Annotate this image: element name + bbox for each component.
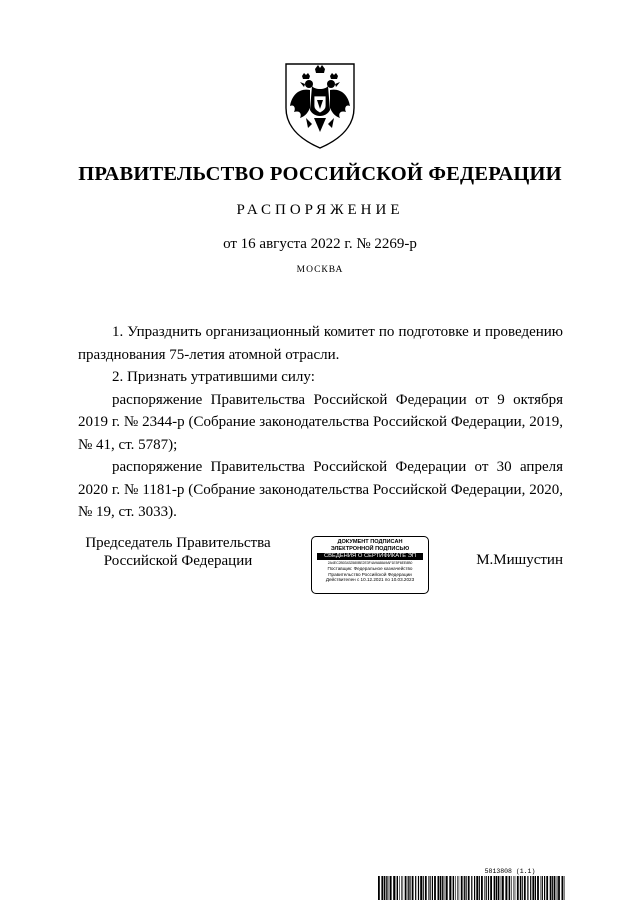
- stamp-validity: Действителен с 10.12.2021 по 10.03.2023: [325, 577, 415, 583]
- order-body: [78, 321, 563, 524]
- government-title: ПРАВИТЕЛЬСТВО РОССИЙСКОЙ ФЕДЕРАЦИИ: [78, 163, 562, 185]
- stamp-line-electronic: ЭЛЕКТРОННОЙ ПОДПИСЬЮ: [330, 545, 410, 552]
- barcode-label: 5813808 (1.1): [484, 868, 536, 875]
- document-city: МОСКВА: [296, 265, 344, 275]
- stamp-line-signed: ДОКУМЕНТ ПОДПИСАН: [337, 539, 403, 545]
- coat-of-arms-emblem: [282, 60, 358, 150]
- signer-position: [78, 534, 278, 570]
- electronic-signature-stamp: [311, 536, 429, 594]
- stamp-owner: Правительство Российской Федерации: [328, 571, 412, 577]
- stamp-provider: Поставщик: Федеральное казначейство: [327, 566, 413, 571]
- signer-name: М.Мишустин: [476, 552, 563, 568]
- document-type: РАСПОРЯЖЕНИЕ: [236, 202, 404, 218]
- document-date-number: от 16 августа 2022 г. № 2269-р: [223, 236, 417, 252]
- paragraph-repealed-order-2019: распоряжение Правительства Российской Федерации от 9 октября 2019 г. № 2344-р (Собрание законодательства Российской Федерации, 2019, № 41, ст. 5787);: [78, 391, 563, 453]
- paragraph-repeal-heading: 2. Признать утратившими силу:: [112, 369, 315, 385]
- signer-position-line2: Российской Федерации: [103, 553, 253, 569]
- paragraph-abolish-committee: 1. Упразднить организационный комитет по подготовке и проведению празднования 75-летия атомной отрасли.: [78, 324, 563, 363]
- stamp-certificate-header: СВЕДЕНИЯ О СЕРТИФИКАТЕ ЭП: [317, 553, 423, 560]
- signer-position-line1: Председатель Правительства: [85, 535, 271, 551]
- barcode: [378, 876, 566, 900]
- paragraph-repealed-order-2020: распоряжение Правительства Российской Федерации от 30 апреля 2020 г. № 1181-р (Собрание законодательства Российской Федерации, 2020, № 19, ст. 3033).: [78, 459, 563, 520]
- stamp-certificate-serial: 2A4EC2B03432580BE2E3F4A9A88A9AF1E5F6EE8B0: [327, 561, 413, 565]
